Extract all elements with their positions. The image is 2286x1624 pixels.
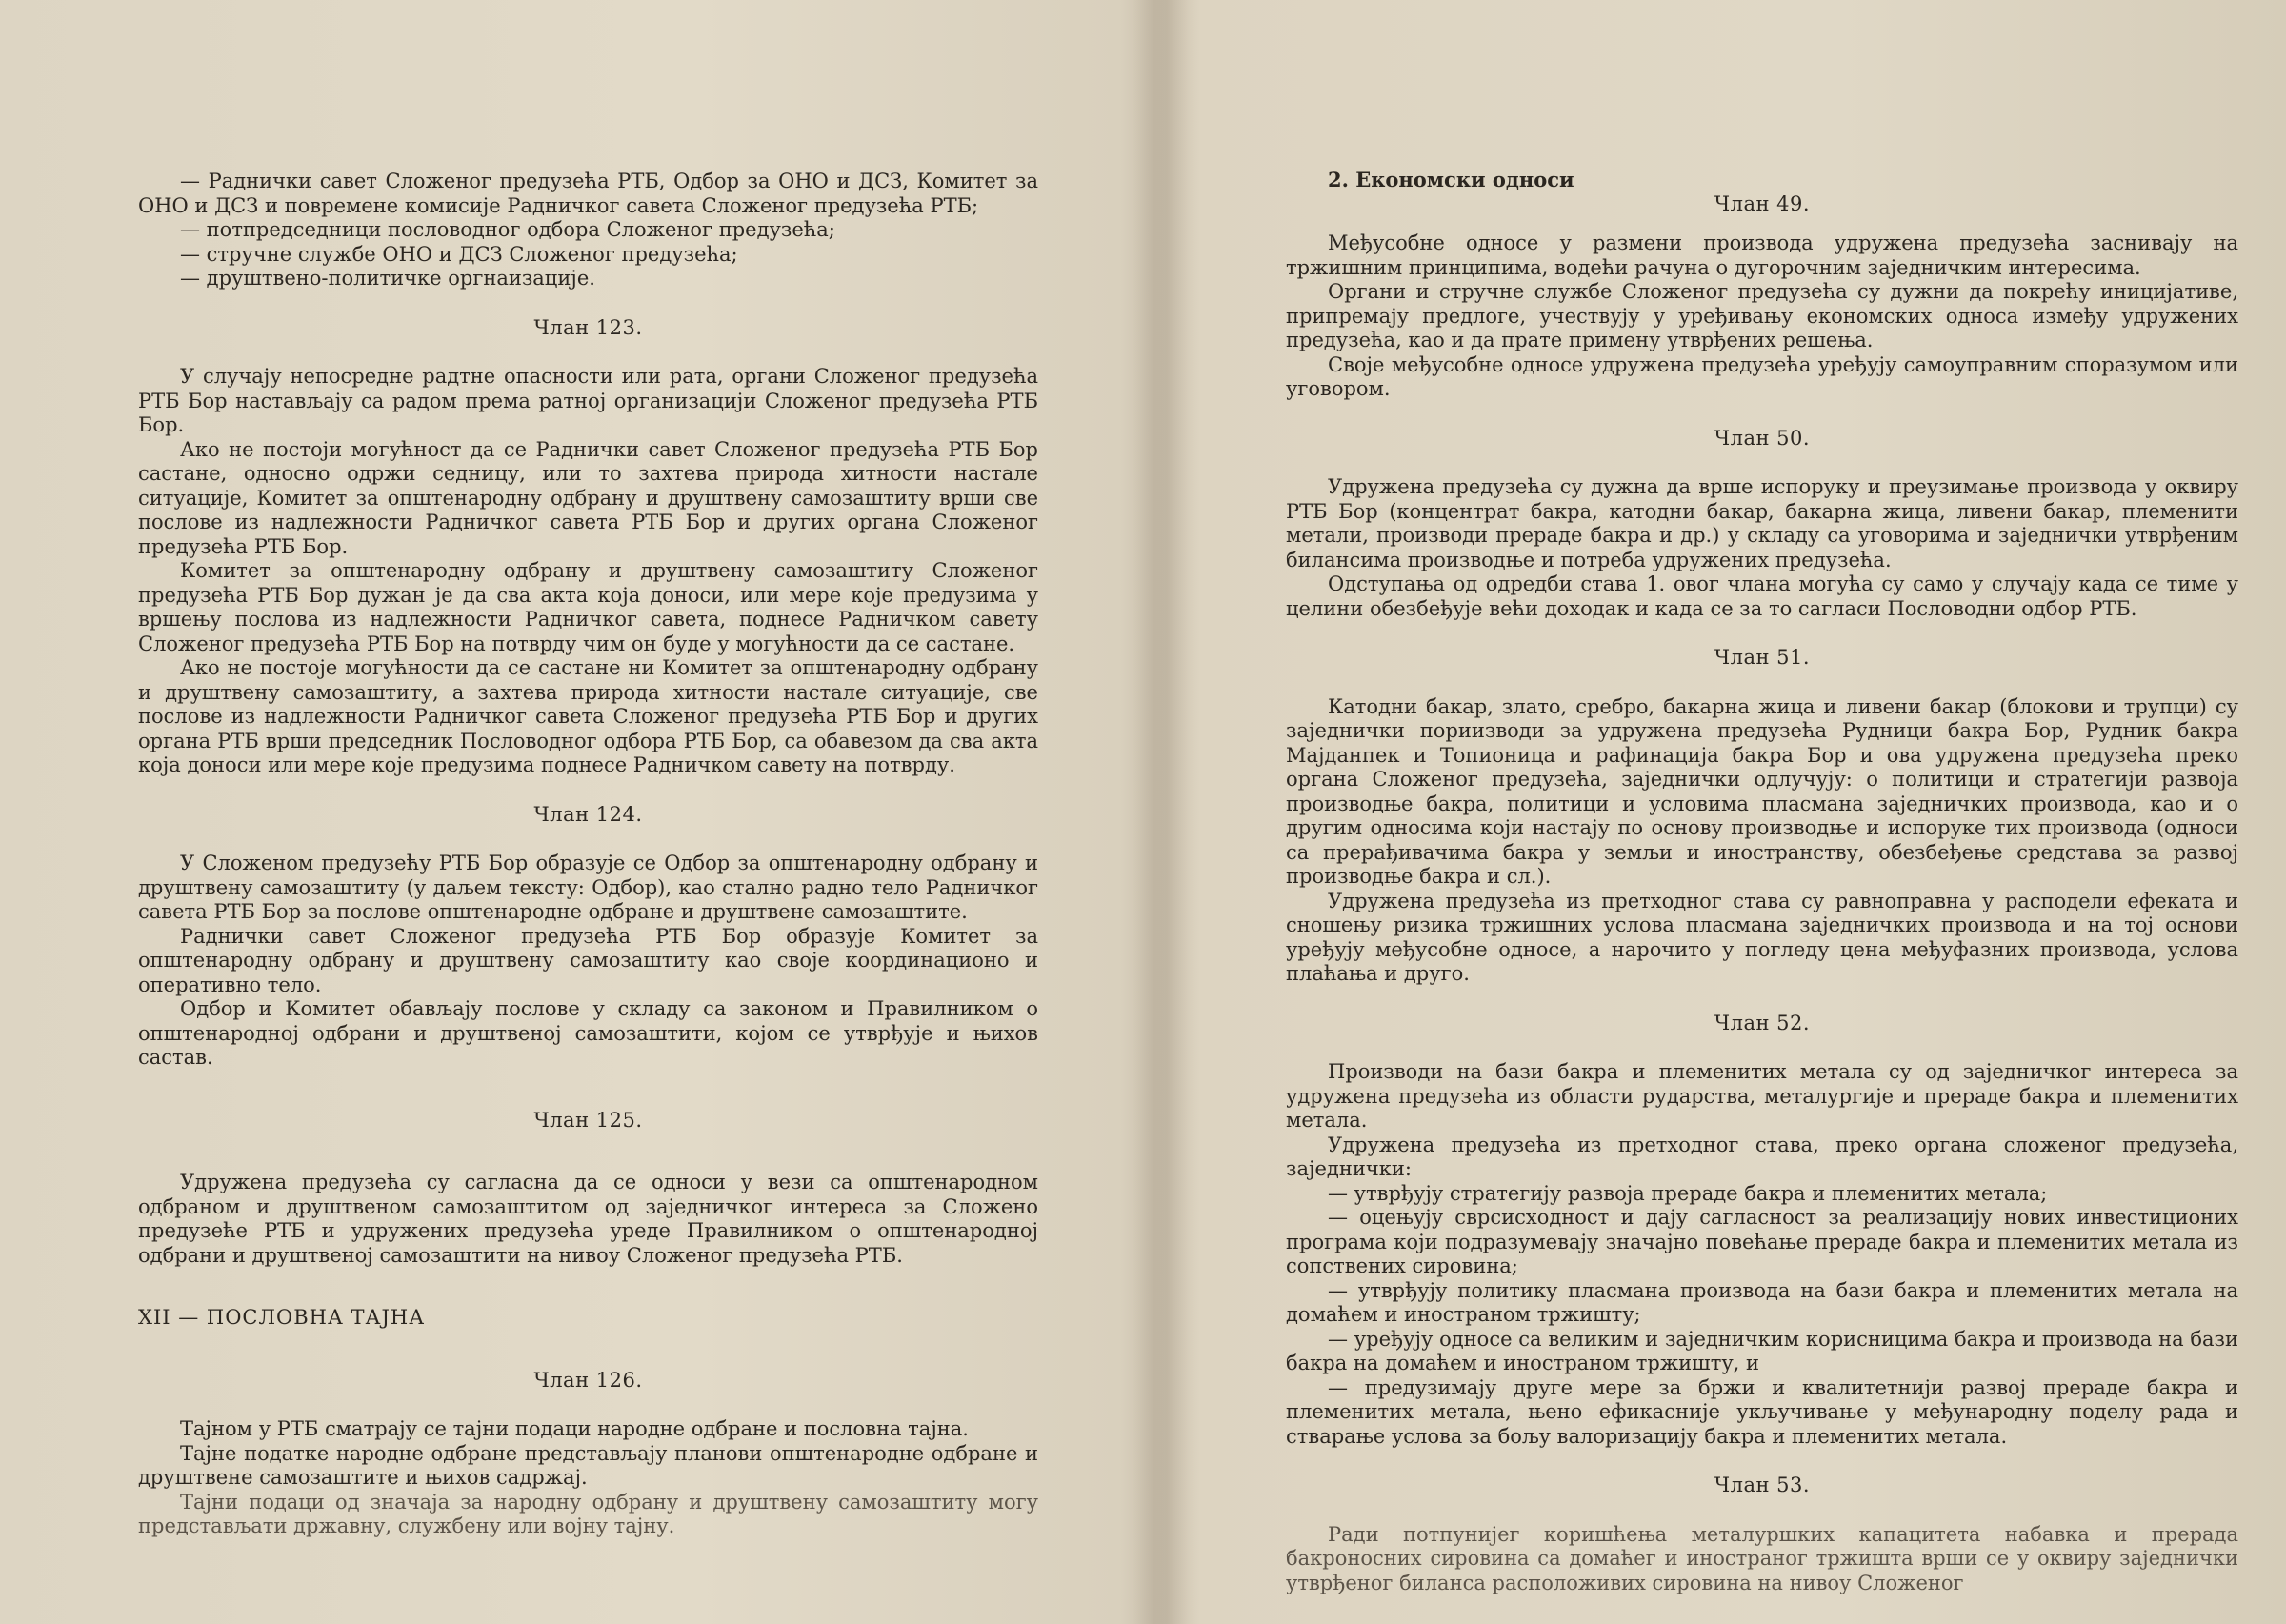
article-123-paragraph: Ако не постоје могућности да се састане ни Комитет за општенародну одбрану и друштвену самозаштиту, а захтева природа хитности настале ситуације, све послове из надлежности Радничког савета Сложеног предузећа РТБ Бор и других органа РТБ врши председник Пословодног одбора РТБ Бор, са обавезом да сва акта која доноси или мере које предузима поднесе Радничком савету на потврду. bbox=[138, 656, 1038, 776]
article-50-paragraph: Одступања од одредби става 1. овог члана могућа су само у случају када се тиме у целини обезбеђује већи доходак и када се за то сагласи Пословодни одбор РТБ. bbox=[1286, 572, 2238, 620]
article-125-title: Члан 125. bbox=[533, 1108, 643, 1132]
section-xii-title: XII — ПОСЛОВНА ТАЈНА bbox=[138, 1306, 426, 1329]
article-49-paragraph: Своје међусобне односе удружена предузећа уређују самоуправним споразумом или уговором. bbox=[1286, 352, 2238, 400]
intro-item: — друштвено-политичке оргнаизације. bbox=[180, 267, 595, 290]
left-text-column bbox=[138, 170, 1038, 1539]
article-126-paragraph: Тајне податке народне одбране представљају планови општенародне одбране и друштвене самозаштите и њихов садржај. bbox=[138, 1441, 1038, 1489]
article-52-paragraph: Удружена предузећа из претходног става, преко органа сложеног предузећа, заједнички: bbox=[1286, 1133, 2238, 1180]
article-123-title: Члан 123. bbox=[533, 315, 643, 339]
article-50-paragraph: Удружена предузећа су дужна да врше испоруку и преузимање производа у оквиру РТБ Бор (концентрат бакра, катодни бакар, бакарна жица, ливени бакар, племенити метали, производи прераде бакра и др.) у складу са уговорима и заједнички утврђеним билансима производње и потреба удружених предузећа. bbox=[1286, 475, 2238, 571]
article-53-title: Члан 53. bbox=[1714, 1474, 1811, 1496]
article-52-title: Члан 52. bbox=[1714, 1011, 1811, 1034]
article-124-paragraph: Раднички савет Сложеног предузећа РТБ Бор образује Комитет за општенародну одбрану и друштвену самозаштиту као своје координационо и оперативно тело. bbox=[138, 924, 1038, 996]
article-52-list-item: — уређују односе са великим и заједничким корисницима бакра и производа на бази бакра на домаћем и иностраном тржишту, и bbox=[1286, 1327, 2238, 1374]
article-49-paragraph: Органи и стручне службе Сложеног предузећа су дужни да покрећу иницијативе, припремају предлоге, учествују у уређивању економских односа између удружених предузећа, као и да прате примену утврђених решења. bbox=[1286, 280, 2238, 351]
article-126-paragraph: Тајни подаци од значаја за народну одбрану и друштвену самозаштиту могу представљати државну, службену или војну тајну. bbox=[138, 1490, 1038, 1537]
article-123-paragraph: Ако не постоји могућност да се Раднички савет Сложеног предузећа РТБ Бор састане, односно одржи седницу, или то захтева природа хитности настале ситуације, Комитет за општенародну одбрану и друштвену самозаштиту врши све послове из надлежности Радничког савета РТБ Бор и других органа Сложеног предузећа РТБ Бор. bbox=[138, 437, 1038, 558]
article-52-list-item: — оцењују сврсисходност и дају сагласност за реализацију нових инвестиционих програма који подразумевају значајно повећање прераде бакра и племенитих метала из сопствених сировина; bbox=[1286, 1206, 2238, 1277]
article-51-title: Члан 51. bbox=[1714, 646, 1811, 669]
article-126-paragraph: Тајном у РТБ сматрају се тајни подаци народне одбране и пословна тајна. bbox=[180, 1417, 969, 1440]
article-51-paragraph: Катодни бакар, злато, сребро, бакарна жица и ливени бакар (блокови и трупци) су заједнички пориизводи за удружена предузећа Рудници бакра Бор, Рудник бакра Мајданпек и Топионица и рафинација бакра Бор и ова удружена предузећа преко органа Сложеног предузећа, заједнички одлучују: о политици и стратегији развоја производње бакра, политици и условима пласмана заједничких производа, као и о другим односима који настају по основу производње и испоруке тих производа (односи са прерађивачима бакра у земљи и иностранству, обезбеђење средстава за развој производње бакра и сл.). bbox=[1286, 694, 2238, 888]
intro-item: — Раднички савет Сложеног предузећа РТБ, Одбор за ОНО и ДСЗ, Комитет за ОНО и ДСЗ и повремене комисије Радничког савета Сложеног предузећа РТБ; bbox=[138, 170, 1038, 217]
right-text-column bbox=[1286, 168, 2238, 1595]
right-page bbox=[1200, 0, 2286, 1624]
intro-item: — стручне службе ОНО и ДСЗ Сложеног предузећа; bbox=[180, 242, 738, 266]
article-124-paragraph: Одбор и Комитет обављају послове у складу са законом и Правилником о општенародној одбрани и друштвеној самозаштити, којом се утврђује и њихов састав. bbox=[138, 997, 1038, 1069]
article-52-list-item: — утврђују стратегију развоја прераде бакра и племенитих метала; bbox=[1328, 1181, 2048, 1205]
left-page bbox=[0, 0, 1133, 1624]
article-124-title: Члан 124. bbox=[533, 802, 643, 826]
intro-item: — потпредседници пословодног одбора Сложеног предузећа; bbox=[180, 218, 835, 241]
article-52-list-item: — утврђују политику пласмана производа на бази бакра и племенитих метала на домаћем и иностраном тржишту; bbox=[1286, 1278, 2238, 1326]
section-economic-relations-title: 2. Економски односи bbox=[1328, 168, 1574, 191]
article-52-paragraph: Производи на бази бакра и племенитих метала су од заједничког интереса за удружена предузећа из области рударства, металургије и прераде бакра и племенитих метала. bbox=[1286, 1060, 2238, 1132]
article-51-paragraph: Удружена предузећа из претходног става су равноправна у расподели ефеката и сношењу ризика тржишних услова пласмана заједничких производа и на тој основи уређују међусобне односе, а нарочито у погледу цена међуфазних производа, услова плаћања и друго. bbox=[1286, 889, 2238, 985]
article-49-paragraph: Међусобне односе у размени производа удружена предузећа заснивају на тржишним принципима, водећи рачуна о дугорочним заједничким интересима. bbox=[1286, 231, 2238, 279]
article-123-paragraph: Комитет за општенародну одбрану и друштвену самозаштиту Сложеног предузећа РТБ Бор дужан је да сва акта која доноси, или мере које предузима у вршењу послова из надлежности Радничког савета, поднесе Радничком савету Сложеног предузећа РТБ Бор на потврду чим он буде у могућности да се састане. bbox=[138, 559, 1038, 655]
article-53-paragraph: Ради потпунијег коришћења металуршких капацитета набавка и прерада бакроносних сировина са домаћег и иностраног тржишта врши се у оквиру заједнички утврђеног биланса расположивих сировина на нивоу Сложеног bbox=[1286, 1522, 2238, 1594]
article-125-paragraph: Удружена предузећа су сагласна да се односи у вези са општенародном одбраном и друштвеном самозаштитом од заједничког интереса за Сложено предузеће РТБ и удружених предузећа уреде Правилником о општенародној одбрани и друштвеној самозаштити на нивоу Сложеног предузећа РТБ. bbox=[138, 1171, 1038, 1267]
page-gutter bbox=[1133, 0, 1200, 1624]
article-123-paragraph: У случају непосредне радтне опасности или рата, органи Сложеног предузећа РТБ Бор настављају са радом према ратној организацији Сложеног предузећа РТБ Бор. bbox=[138, 365, 1038, 436]
article-50-title: Члан 50. bbox=[1714, 426, 1811, 450]
article-126-title: Члан 126. bbox=[533, 1368, 643, 1392]
article-124-paragraph: У Сложеном предузећу РТБ Бор образује се Одбор за општенародну одбрану и друштвену самозаштиту (у даљем тексту: Одбор), као стално радно тело Радничког савета РТБ Бор за послове општенародне одбране и друштвене самозаштите. bbox=[138, 852, 1038, 923]
article-49-title: Члан 49. bbox=[1714, 191, 1811, 215]
article-52-list-item: — предузимају друге мере за бржи и квалитетнији развој прераде бакра и племенитих метала, њено ефикасније укључивање у међународну поделу рада и стварање услова за бољу валоризацију бакра и племенитих метала. bbox=[1286, 1375, 2238, 1448]
